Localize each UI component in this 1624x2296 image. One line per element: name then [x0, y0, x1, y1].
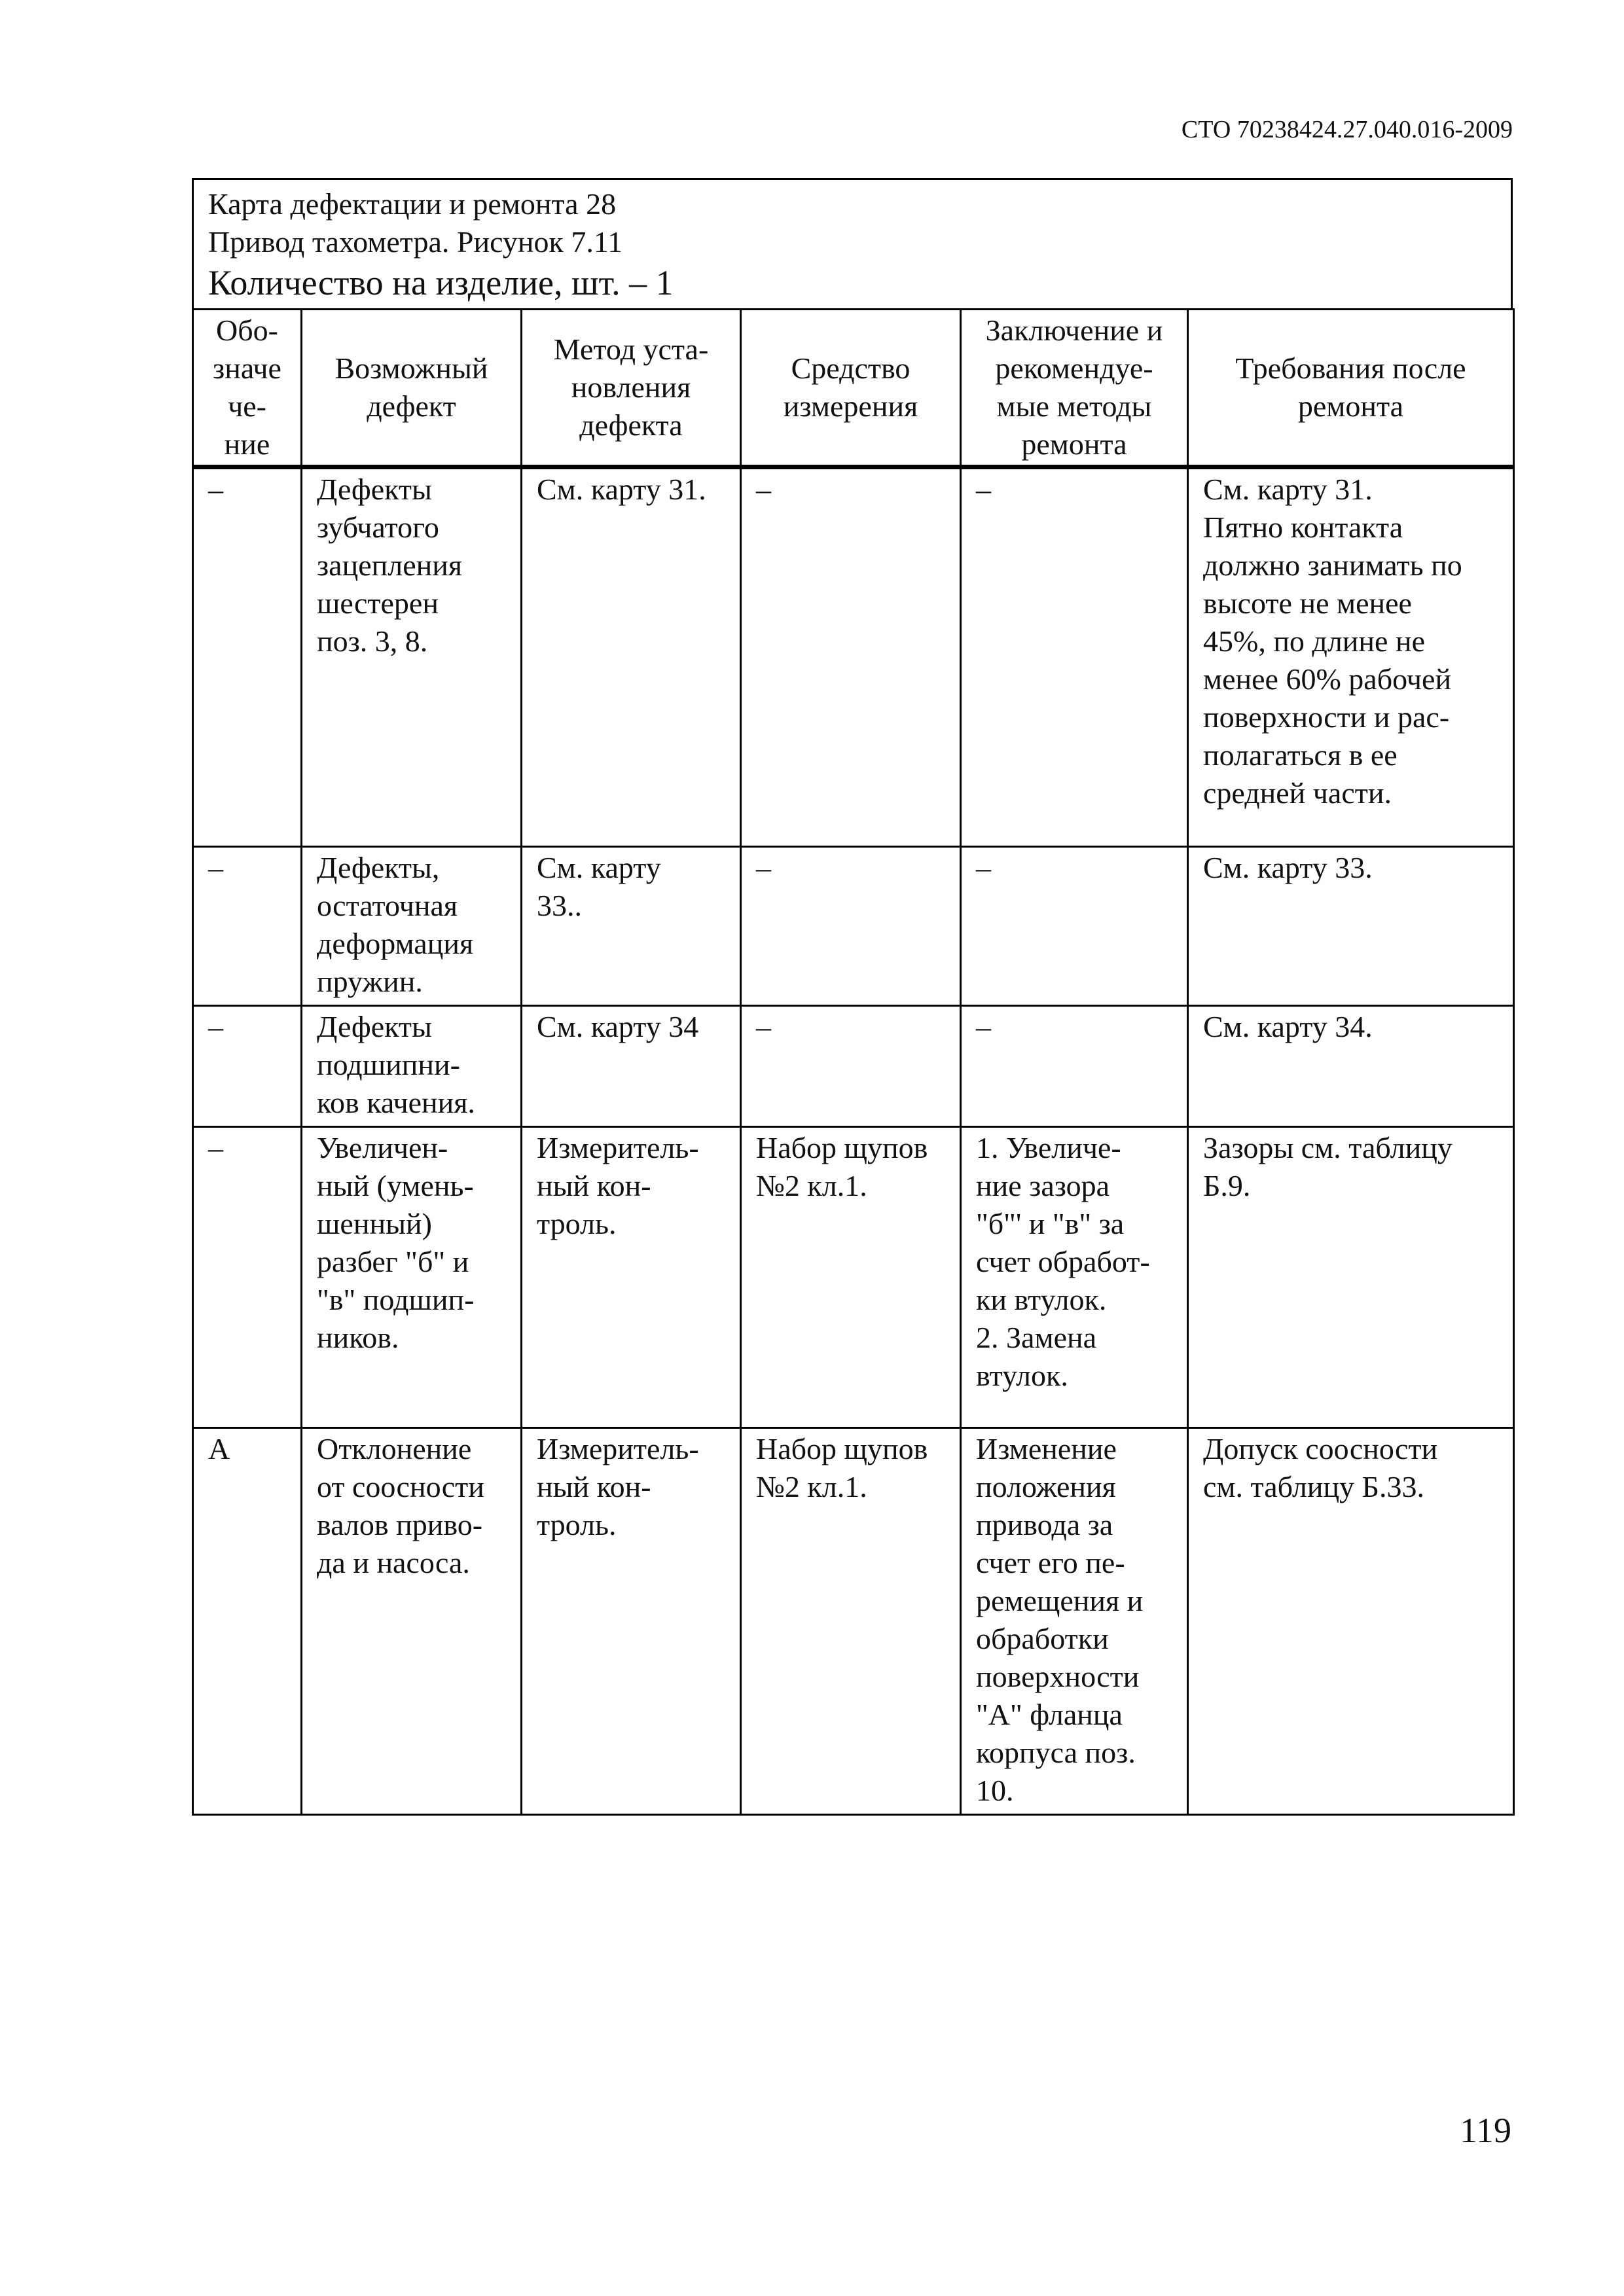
table-cell: Набор щупов №2 кл.1.: [741, 1428, 961, 1815]
table-cell: –: [961, 1006, 1188, 1127]
table-cell: См. карту 34: [522, 1006, 741, 1127]
table-cell: Дефекты, остаточная деформация пружин.: [302, 847, 522, 1006]
column-header-designation: Обо- значе че- ние: [193, 310, 302, 467]
table-row: [193, 1127, 1514, 1428]
table-cell: –: [193, 1127, 302, 1428]
card-header: [192, 178, 1513, 308]
table-cell: Зазоры см. таблицу Б.9.: [1188, 1127, 1514, 1428]
table-cell: –: [193, 847, 302, 1006]
table-cell: См. карту 33..: [522, 847, 741, 1006]
defect-table: [192, 308, 1515, 1816]
table-cell: –: [741, 467, 961, 847]
column-header-detection-method: Метод уста- новления дефекта: [522, 310, 741, 467]
table-cell: –: [741, 1006, 961, 1127]
table-cell: См. карту 31. Пятно контакта должно занимать по высоте не менее 45%, по длине не менее 60% рабочей поверхности и рас- полагаться в ее средней части.: [1188, 467, 1514, 847]
table-header-row: [193, 310, 1514, 467]
table-cell: А: [193, 1428, 302, 1815]
table-cell: –: [741, 847, 961, 1006]
page-number: 119: [1460, 2111, 1511, 2150]
column-header-defect: Возможный дефект: [302, 310, 522, 467]
table-cell: Дефекты зубчатого зацепления шестерен поз. 3, 8.: [302, 467, 522, 847]
table-row: [193, 1006, 1514, 1127]
table-cell: –: [193, 1006, 302, 1127]
column-header-requirements: Требования после ремонта: [1188, 310, 1514, 467]
table-cell: Допуск соосности см. таблицу Б.33.: [1188, 1428, 1514, 1815]
table-cell: Увеличен- ный (умень- шенный) разбег "б" и "в" подшип- ников.: [302, 1127, 522, 1428]
document-code: СТО 70238424.27.040.016-2009: [1181, 116, 1513, 143]
defect-repair-card: [192, 178, 1513, 1816]
table-cell: Набор щупов №2 кл.1.: [741, 1127, 961, 1428]
table-cell: См. карту 34.: [1188, 1006, 1514, 1127]
table-cell: Дефекты подшипни- ков качения.: [302, 1006, 522, 1127]
table-cell: См. карту 31.: [522, 467, 741, 847]
table-cell: Отклонение от соосности валов приво- да и насоса.: [302, 1428, 522, 1815]
table-cell: Изменение положения привода за счет его пе- ремещения и обработки поверхности "А" фланца корпуса поз. 10.: [961, 1428, 1188, 1815]
card-quantity: Количество на изделие, шт. – 1: [208, 263, 674, 302]
table-row: [193, 467, 1514, 847]
card-subtitle: Привод тахометра. Рисунок 7.11: [208, 225, 623, 259]
table-cell: –: [961, 467, 1188, 847]
table-cell: –: [961, 847, 1188, 1006]
table-row: [193, 847, 1514, 1006]
table-cell: Измеритель- ный кон- троль.: [522, 1428, 741, 1815]
table-cell: См. карту 33.: [1188, 847, 1514, 1006]
table-cell: –: [193, 467, 302, 847]
column-header-measuring-tool: Средство измерения: [741, 310, 961, 467]
column-header-repair-methods: Заключение и рекомендуе- мые методы ремонта: [961, 310, 1188, 467]
table-cell: Измеритель- ный кон- троль.: [522, 1127, 741, 1428]
table-cell: 1. Увеличе- ние зазора "б"' и "в" за счет обработ- ки втулок. 2. Замена втулок.: [961, 1127, 1188, 1428]
table-row: [193, 1428, 1514, 1815]
card-title: Карта дефектации и ремонта 28: [208, 187, 617, 221]
